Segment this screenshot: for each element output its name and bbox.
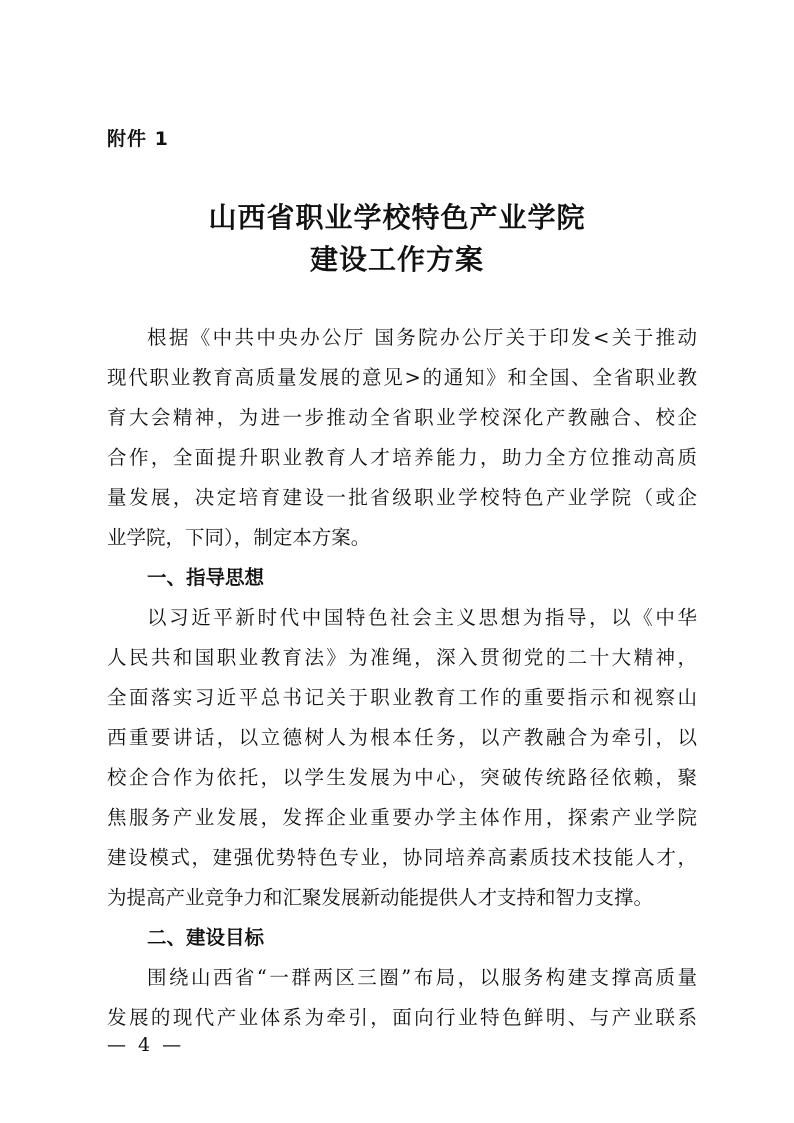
document-body [107, 318, 697, 1038]
body-line: 合作，全面提升职业教育人才培养能力，助力全方位推动高质 [107, 446, 697, 469]
body-line: 校企合作为依托，以学生发展为中心，突破传统路径依赖，聚 [107, 766, 697, 789]
body-line: 根据《中共中央办公厅 国务院办公厅关于印发<关于推动 [147, 326, 697, 349]
body-line: 以习近平新时代中国特色社会主义思想为指导，以《中华 [147, 606, 697, 629]
page-number: — 4 — [107, 1034, 185, 1056]
body-line: 西重要讲话，以立德树人为根本任务，以产教融合为牵引，以 [107, 726, 697, 749]
body-line: 现代职业教育高质量发展的意见>的通知》和全国、全省职业教 [107, 366, 697, 389]
section-heading-guiding-ideology: 一、指导思想 [147, 566, 265, 589]
body-line: 为提高产业竞争力和汇聚发展新动能提供人才支持和智力支撑。 [107, 886, 654, 909]
body-line: 业学院，下同），制定本方案。 [107, 526, 371, 549]
body-line: 焦服务产业发展，发挥企业重要办学主体作用，探索产业学院 [107, 806, 697, 829]
document-title-line-1: 山西省职业学校特色产业学院 [208, 201, 586, 234]
body-line: 建设模式，建强优势特色专业，协同培养高素质技术技能人才， [107, 846, 697, 869]
attachment-label: 附件 1 [107, 128, 169, 150]
document-title-line-2: 建设工作方案 [309, 243, 484, 276]
body-line: 发展的现代产业体系为牵引，面向行业特色鲜明、与产业联系 [107, 1006, 697, 1029]
body-line: 全面落实习近平总书记关于职业教育工作的重要指示和视察山 [107, 686, 697, 709]
body-line: 人民共和国职业教育法》为准绳，深入贯彻党的二十大精神， [107, 646, 697, 669]
body-line: 围绕山西省“一群两区三圈”布局，以服务构建支撑高质量 [147, 966, 697, 989]
section-heading-construction-goals: 二、建设目标 [147, 926, 265, 949]
body-line: 量发展，决定培育建设一批省级职业学校特色产业学院（或企 [107, 486, 697, 509]
body-line: 育大会精神，为进一步推动全省职业学校深化产教融合、校企 [107, 406, 697, 429]
